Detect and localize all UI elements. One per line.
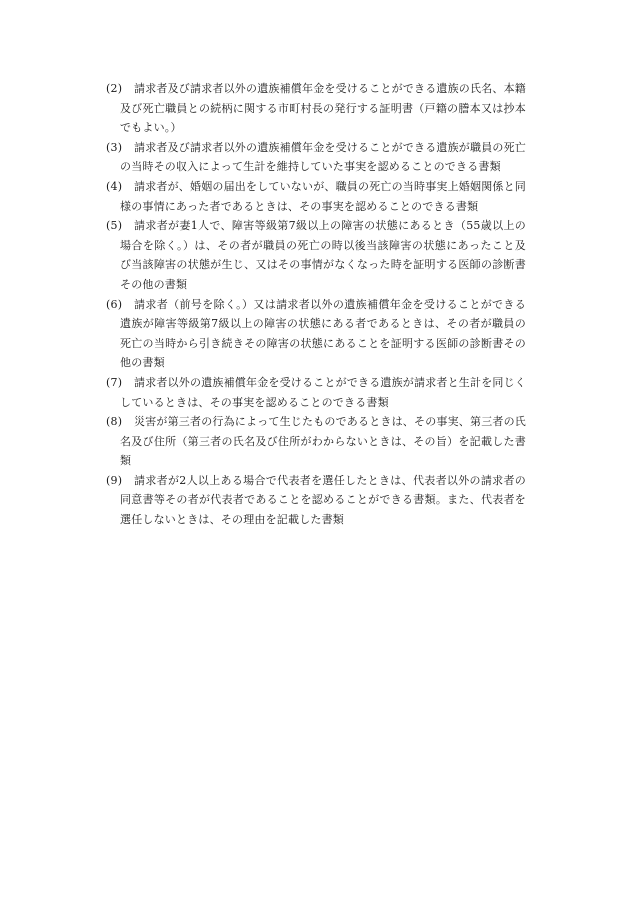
list-item (106, 138, 526, 177)
item-text: 請求者以外の遺族補償年金を受けることができる遺族が請求者と生計を同じくしているときは、その事実を認めることのできる書類 (120, 375, 526, 409)
item-number: (8) (106, 415, 123, 429)
item-text: 災害が第三者の行為によって生じたものであるときは、その事実、第三者の氏名及び住所（第三者の氏名及び住所がわからないときは、その旨）を記載した書類 (120, 415, 526, 468)
list-item (106, 295, 526, 373)
list-item (106, 216, 526, 294)
item-text: 請求者が2人以上ある場合で代表者を選任したときは、代表者以外の請求者の同意書等その者が代表者であることを認めることができる書類。また、代表者を選任しないときは、その理由を記載した書類 (120, 473, 526, 527)
item-text: 請求者及び請求者以外の遺族補償年金を受けることができる遺族の氏名、本籍及び死亡職員との続柄に関する市町村長の発行する証明書（戸籍の謄本又は抄本でもよい。） (120, 82, 526, 135)
item-number: (9) (106, 473, 123, 487)
item-text: 請求者及び請求者以外の遺族補償年金を受けることができる遺族が職員の死亡の当時その収入によって生計を維持していた事実を認めることのできる書類 (120, 140, 526, 174)
required-documents-list (106, 79, 526, 530)
item-number: (3) (106, 140, 123, 154)
list-item (106, 471, 526, 530)
list-item (106, 79, 526, 138)
item-number: (6) (106, 297, 123, 311)
item-text: 請求者（前号を除く。）又は請求者以外の遺族補償年金を受けることができる遺族が障害等級第7級以上の障害の状態にある者であるときは、その者が職員の死亡の当時から引き続きその障害の状態にあることを証明する医師の診断書その他の書類 (120, 297, 526, 370)
list-item (106, 177, 526, 216)
item-number: (4) (106, 179, 123, 193)
item-number: (5) (106, 219, 123, 233)
item-text: 請求者が妻1人で、障害等級第7級以上の障害の状態にあるとき（55歳以上の場合を除く。）は、その者が職員の死亡の時以後当該障害の状態にあったこと及び当該障害の状態が生じ、又はその事情がなくなった時を証明する医師の診断書その他の書類 (120, 219, 526, 291)
list-item (106, 412, 526, 471)
item-number: (7) (106, 375, 123, 389)
list-item (106, 373, 526, 412)
item-text: 請求者が、婚姻の届出をしていないが、職員の死亡の当時事実上婚姻関係と同様の事情にあった者であるときは、その事実を認めることのできる書類 (120, 179, 526, 213)
item-number: (2) (106, 82, 123, 95)
